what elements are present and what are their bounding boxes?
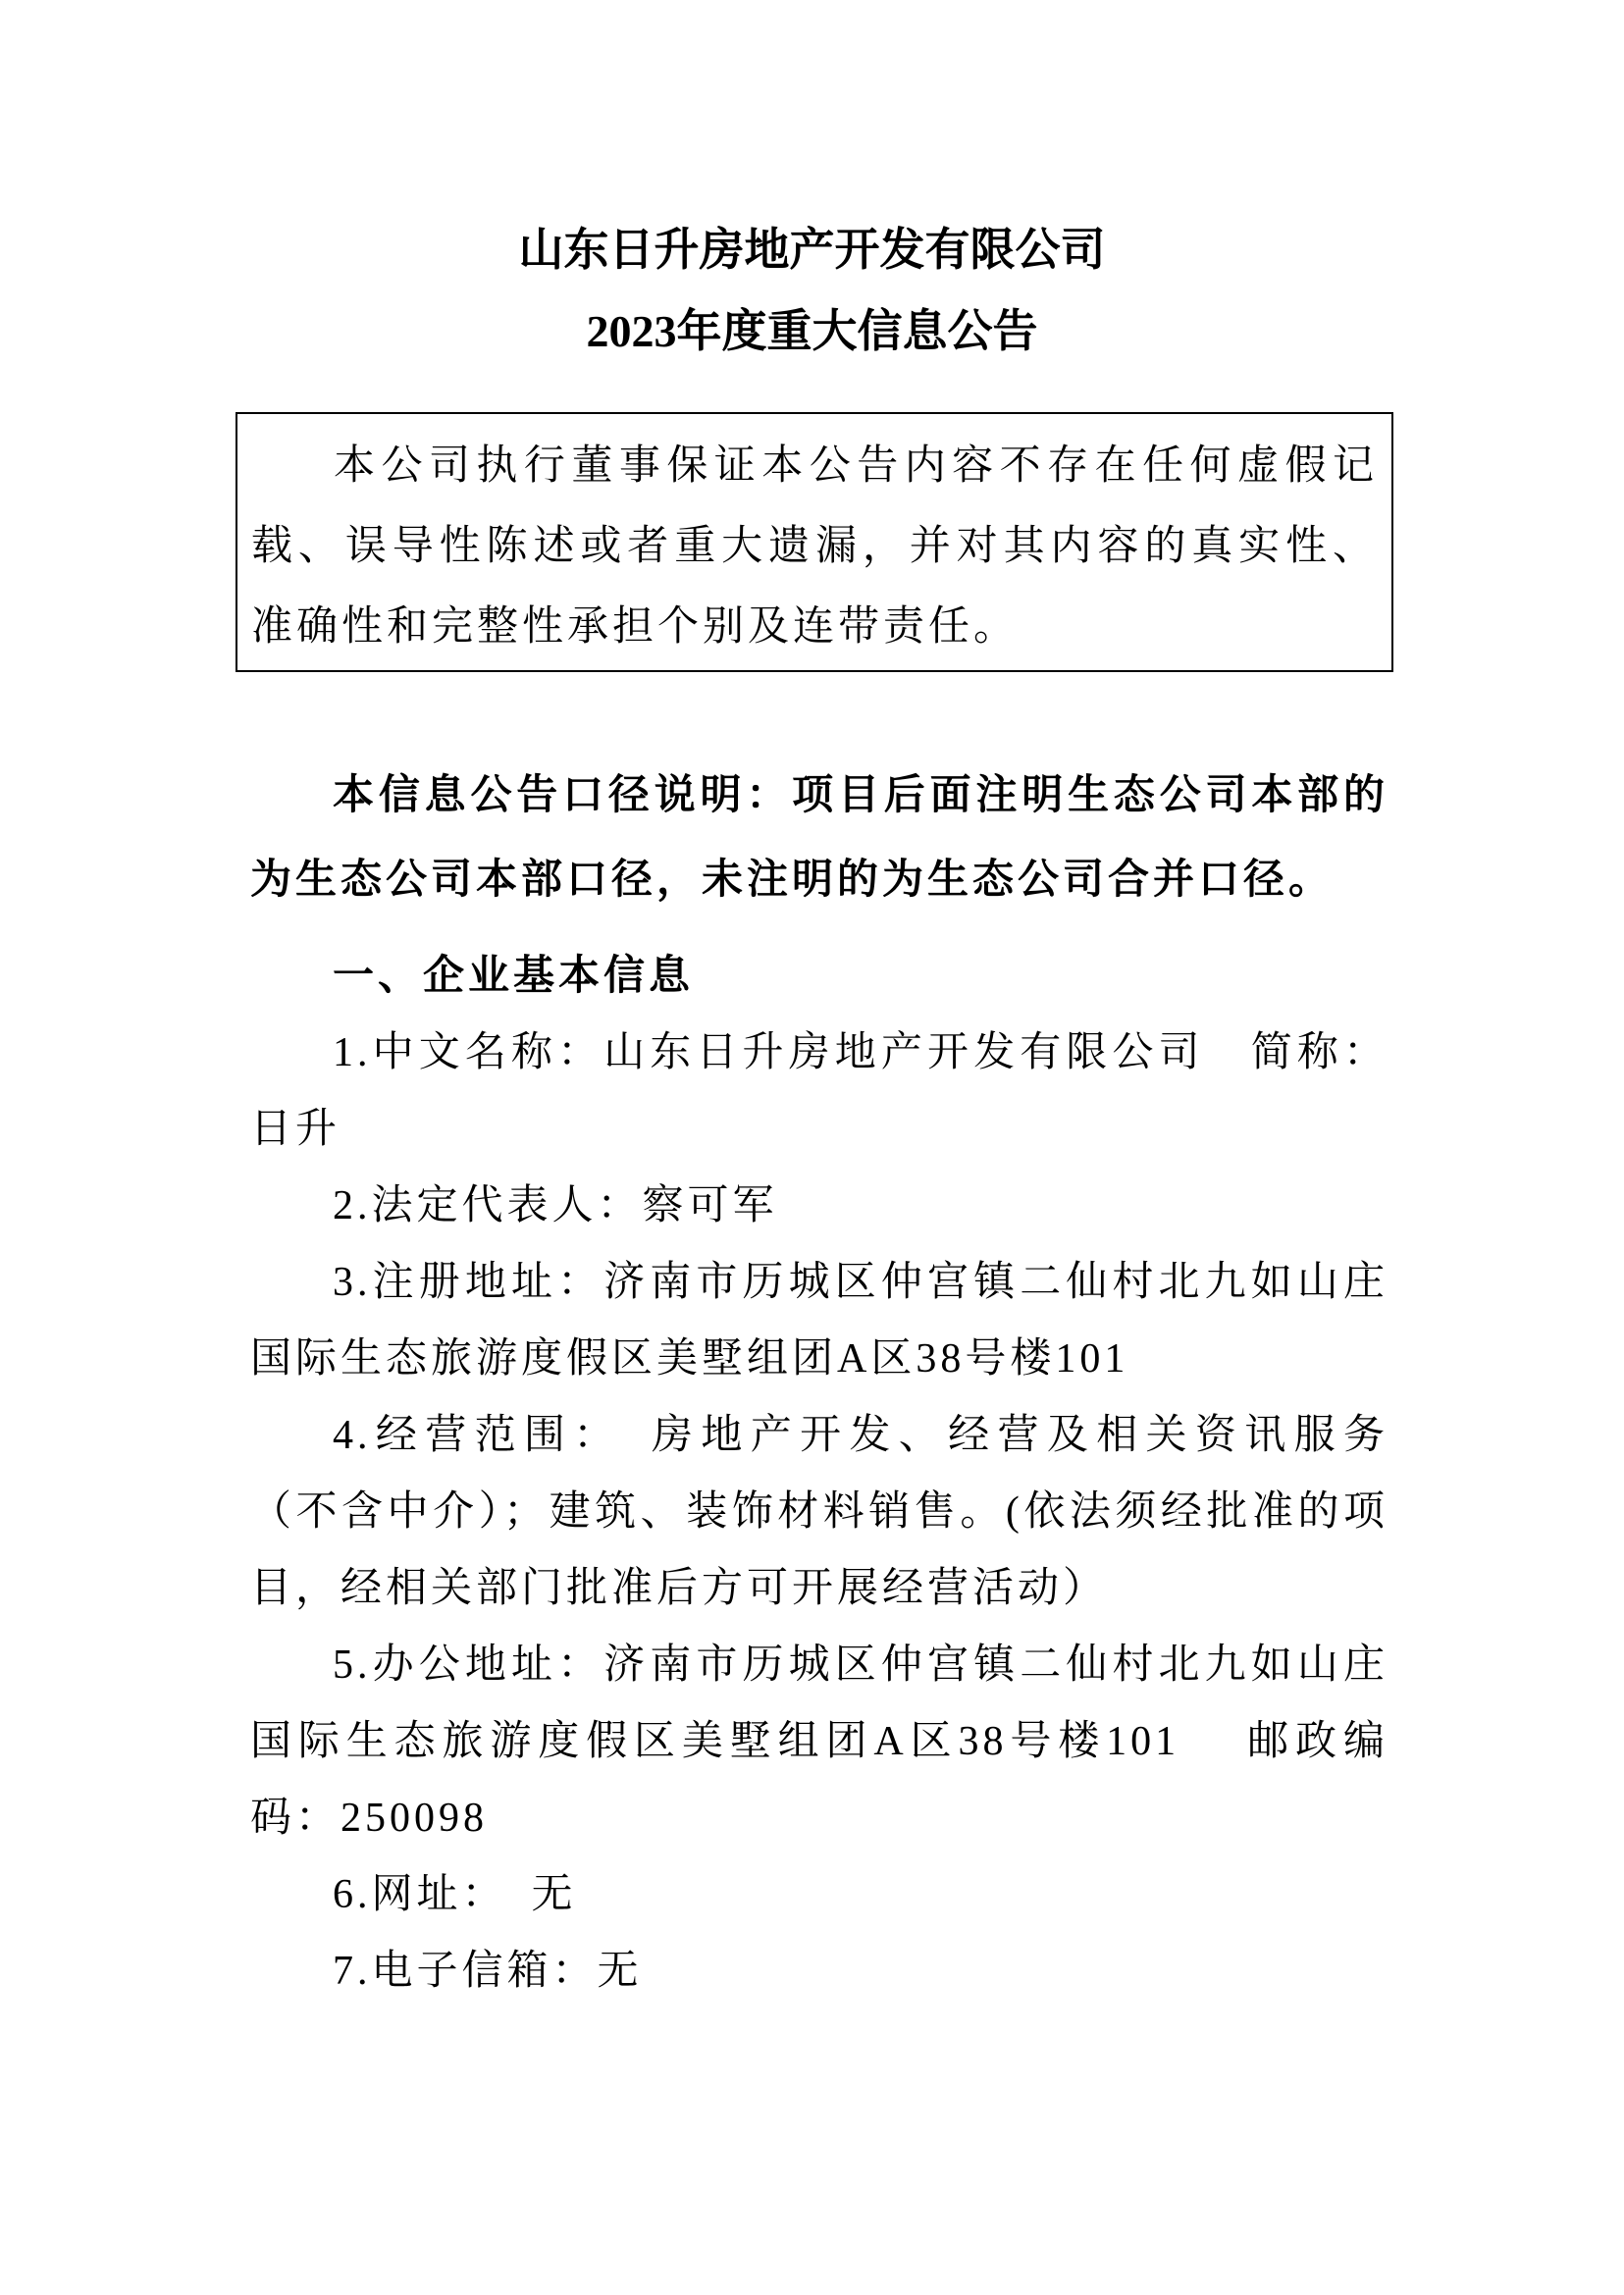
basic-info-section: [250, 938, 1388, 2009]
scope-note: 本信息公告口径说明：项目后面注明生态公司本部的为生态公司本部口径，未注明的为生态公司合并口径。: [250, 773, 1388, 903]
info-item-legal-representative: 2.法定代表人：察可军: [333, 1183, 778, 1228]
info-item-chinese-name: 1.中文名称：山东日升房地产开发有限公司 简称：日升: [250, 1030, 1388, 1152]
info-item-email: 7.电子信箱：无: [333, 1949, 643, 1994]
responsibility-statement-box: [236, 412, 1393, 672]
section-heading: 一、企业基本信息: [333, 954, 695, 999]
info-item-website: 6.网址： 无: [333, 1872, 577, 1917]
info-item-registered-address: 3.注册地址：济南市历城区仲宫镇二仙村北九如山庄国际生态旅游度假区美墅组团A区38号楼101: [250, 1260, 1388, 1382]
document-title-announcement: 2023年度重大信息公告: [586, 306, 1038, 356]
document-title-company: 山东日升房地产开发有限公司: [518, 225, 1106, 275]
info-item-office-address: 5.办公地址：济南市历城区仲宫镇二仙村北九如山庄国际生态旅游度假区美墅组团A区38号楼101 邮政编码：250098: [250, 1643, 1388, 1841]
responsibility-statement: 本公司执行董事保证本公告内容不存在任何虚假记载、误导性陈述或者重大遗漏，并对其内容的真实性、准确性和完整性承担个别及连带责任。: [251, 443, 1378, 650]
scope-note-section: [250, 754, 1388, 922]
info-item-business-scope: 4.经营范围： 房地产开发、经营及相关资讯服务（不含中介）；建筑、装饰材料销售。(依法须经批准的项目，经相关部门批准后方可开展经营活动）: [250, 1413, 1388, 1611]
